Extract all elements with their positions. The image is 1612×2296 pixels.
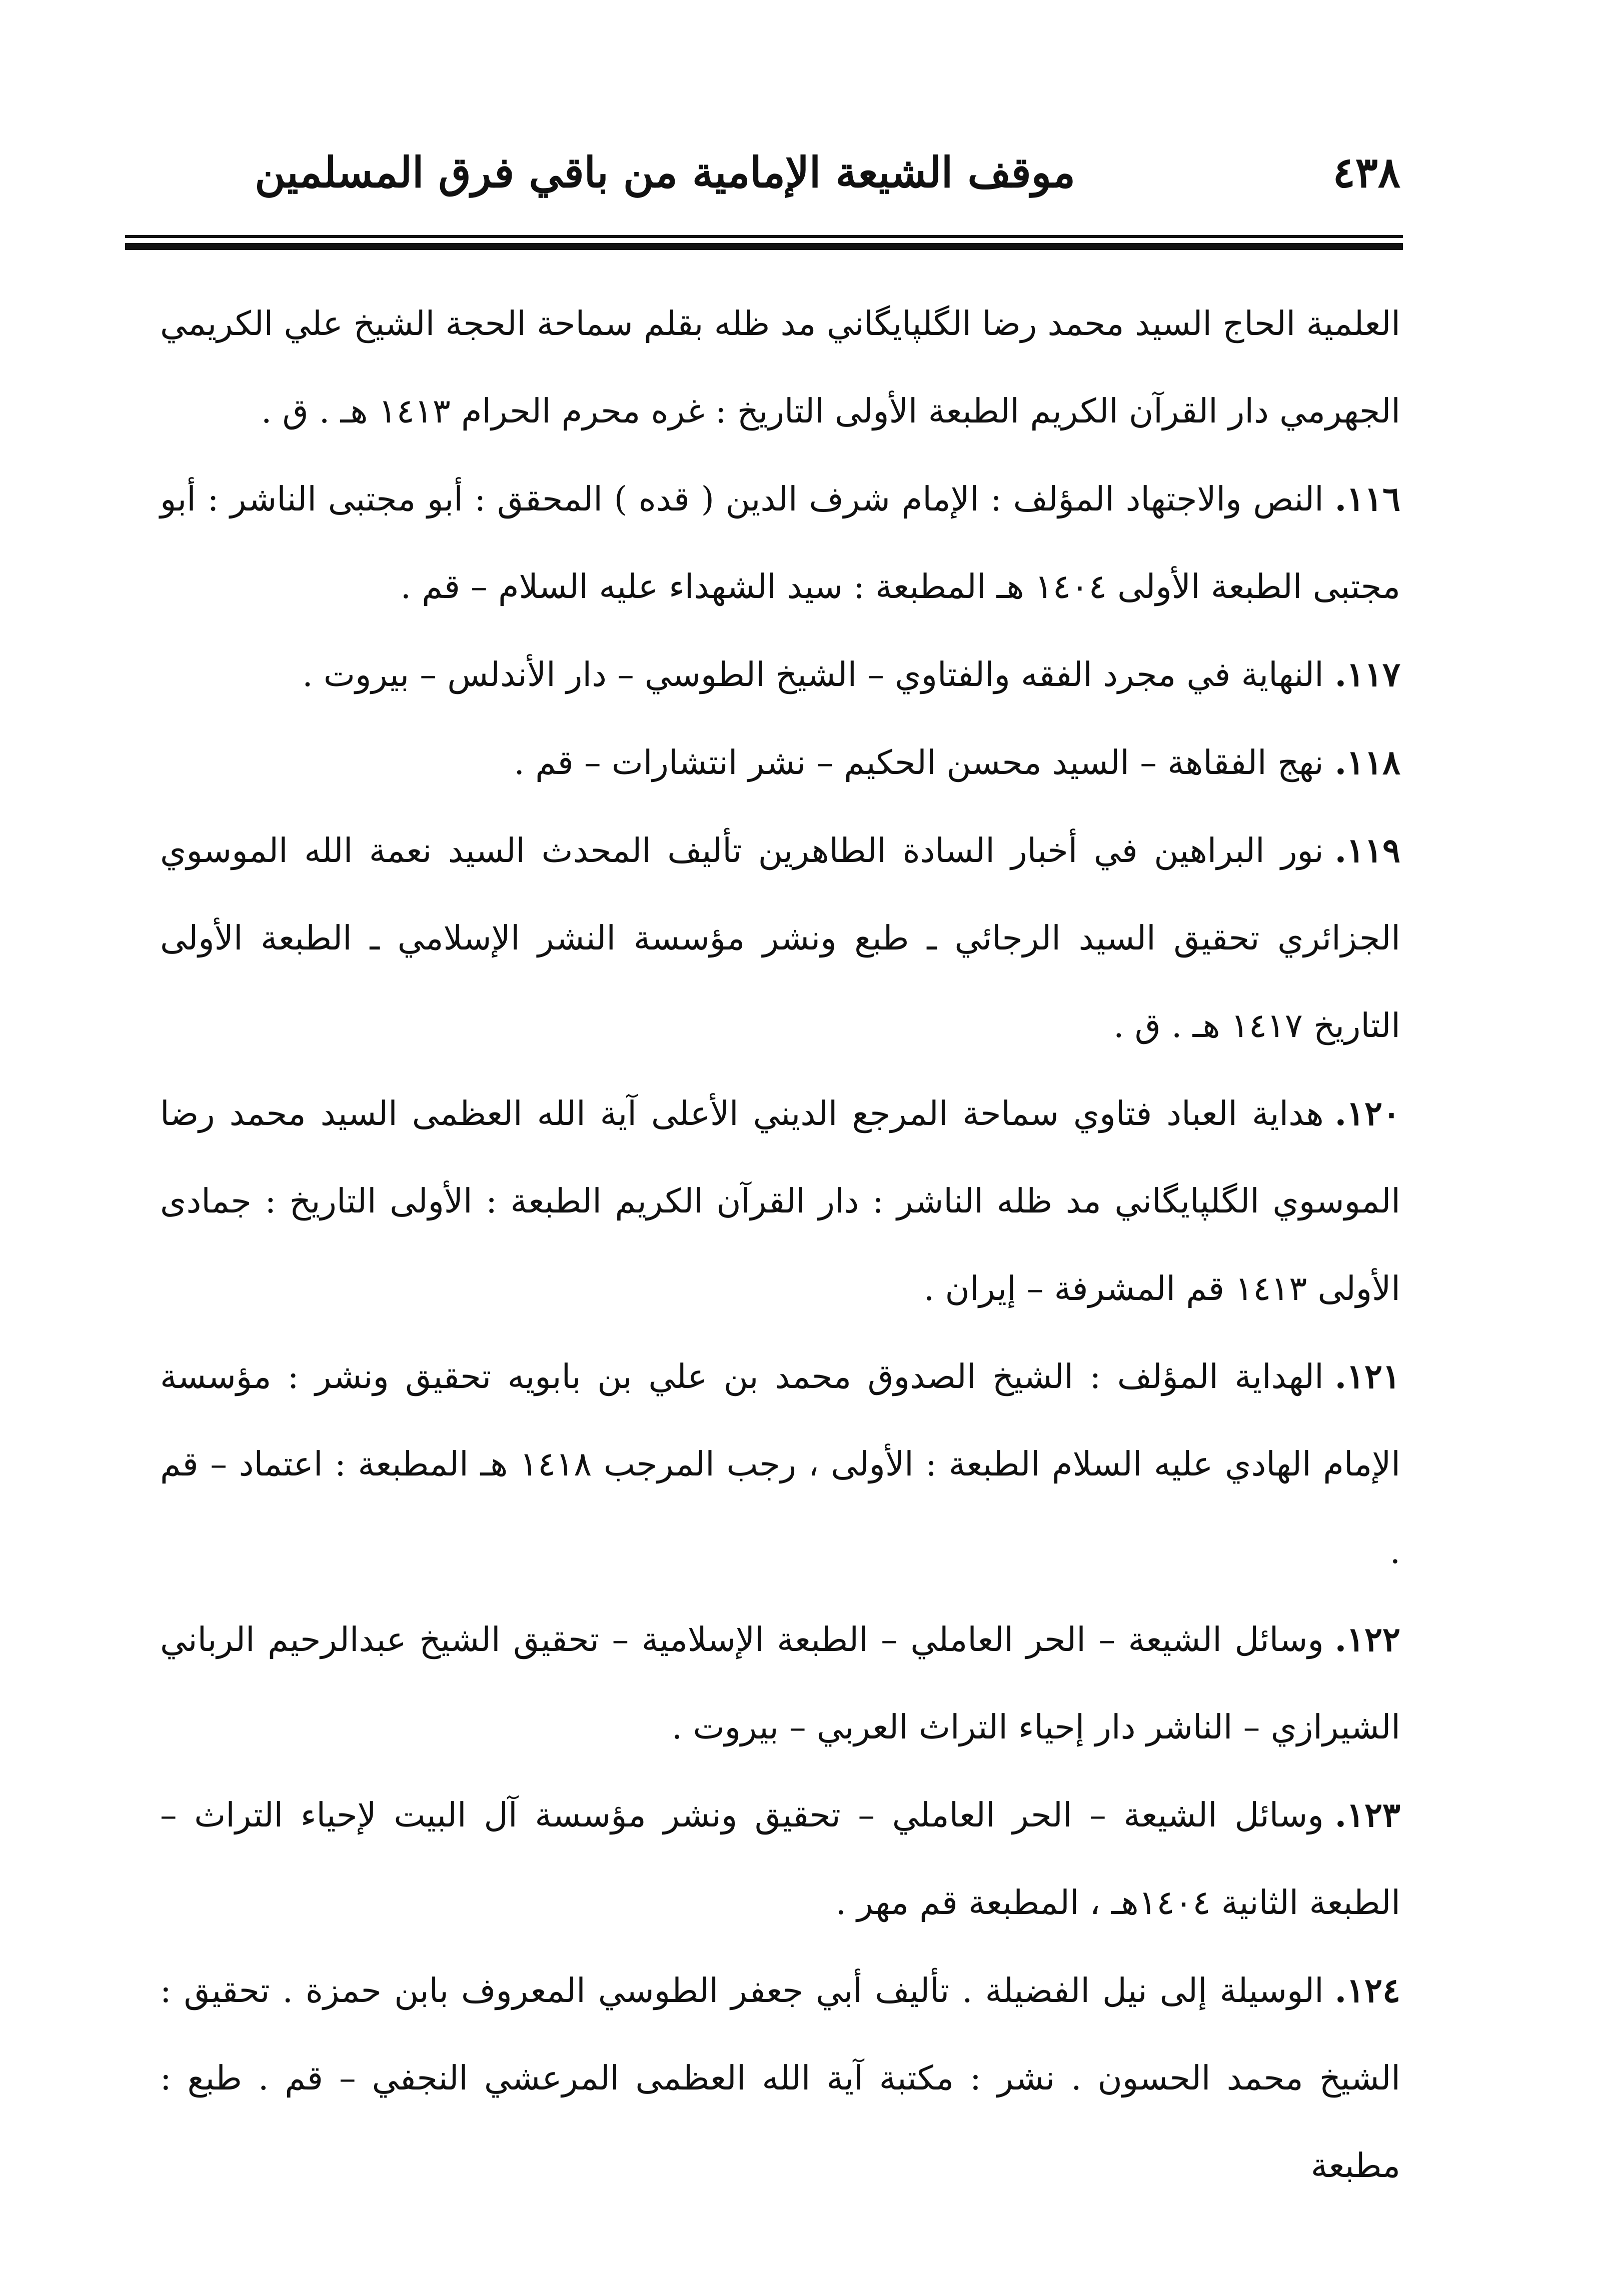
entry-number: ١٢٣.: [1334, 1795, 1400, 1834]
entry-continuation: العلمية الحاج السيد محمد رضا الگلپايگاني مد ظله بقلم سماحة الحجة الشيخ علي الكريمي الجهرمي دار القرآن الكريم الطبعة الأولى التاريخ : غره محرم الحرام ١٤١٣ هـ . ق .: [160, 304, 1400, 430]
entry-number: ١١٦.: [1334, 479, 1400, 518]
bibliography-entry-121: [160, 1332, 1400, 1596]
entry-text: الوسيلة إلى نيل الفضيلة . تأليف أبي جعفر الطوسي المعروف بابن حمزة . تحقيق : الشيخ محمد الحسون . نشر : مكتبة آية الله العظمى المرعشي النجفي – قم . طبع : مطبعة: [160, 1971, 1400, 2185]
entry-number: ١١٧.: [1334, 654, 1400, 694]
entry-number: ١١٩.: [1334, 830, 1400, 870]
entry-number: ١٢٤.: [1334, 1970, 1400, 2010]
entry-number: ١٢١.: [1334, 1356, 1400, 1396]
bibliography-entry-120: [160, 1070, 1400, 1332]
entry-number: ١١٨.: [1334, 742, 1400, 782]
bibliography-entry-116: [160, 455, 1400, 630]
entry-text: النص والاجتهاد المؤلف : الإمام شرف الدين ( قده ) المحقق : أبو مجتبى الناشر : أبو مجتبى الطبعة الأولى ١٤٠٤ هـ المطبعة : سيد الشهداء عليه السلام – قم .: [160, 480, 1400, 606]
page-number: ٤٣٨: [1332, 148, 1400, 197]
header-rule-thick: [125, 243, 1403, 250]
running-header: [150, 135, 1400, 210]
entry-number: ١٢٢.: [1334, 1620, 1400, 1659]
entry-text: وسائل الشيعة – الحر العاملي – تحقيق ونشر مؤسسة آل البيت لإحياء التراث – الطبعة الثانية ١٤٠٤هـ ، المطبعة قم مهر .: [160, 1796, 1400, 1922]
bibliography-entry-122: [160, 1596, 1400, 1771]
bibliography-entry-119: [160, 806, 1400, 1070]
entry-text: نور البراهين في أخبار السادة الطاهرين تأليف المحدث السيد نعمة الله الموسوي الجزائري تحقيق السيد الرجائي ـ طبع ونشر مؤسسة النشر الإسلامي ـ الطبعة الأولى التاريخ ١٤١٧ هـ . ق .: [160, 831, 1400, 1045]
entry-text: النهاية في مجرد الفقه والفتاوي – الشيخ الطوسي – دار الأندلس – بيروت .: [302, 655, 1324, 694]
entry-text: نهج الفقاهة – السيد محسن الحكيم – نشر انتشارات – قم .: [514, 743, 1324, 782]
bibliography-list: [160, 280, 1400, 2210]
bibliography-entry-118: [160, 718, 1400, 806]
bibliography-entry-123: [160, 1771, 1400, 1946]
entry-text: وسائل الشيعة – الحر العاملي – الطبعة الإسلامية – تحقيق الشيخ عبدالرحيم الرباني الشيرازي – الناشر دار إحياء التراث العربي – بيروت .: [160, 1620, 1400, 1746]
entry-text: الهداية المؤلف : الشيخ الصدوق محمد بن علي بن بابويه تحقيق ونشر : مؤسسة الإمام الهادي عليه السلام الطبعة : الأولى ، رجب المرجب ١٤١٨ هـ المطبعة : اعتماد – قم .: [160, 1357, 1400, 1571]
entry-number: ١٢٠.: [1334, 1094, 1400, 1133]
bibliography-entry-117: [160, 630, 1400, 718]
entry-text: هداية العباد فتاوي سماحة المرجع الديني الأعلى آية الله العظمى السيد محمد رضا الموسوي الگلپايگاني مد ظله الناشر : دار القرآن الكريم الطبعة : الأولى التاريخ : جمادى الأولى ١٤١٣ قم المشرفة – إيران .: [160, 1094, 1400, 1308]
header-rule-thin: [125, 235, 1403, 238]
bibliography-entry-124: [160, 1946, 1400, 2210]
running-header-title: موقف الشيعة الإمامية من باقي فرق المسلمين: [255, 148, 1075, 197]
